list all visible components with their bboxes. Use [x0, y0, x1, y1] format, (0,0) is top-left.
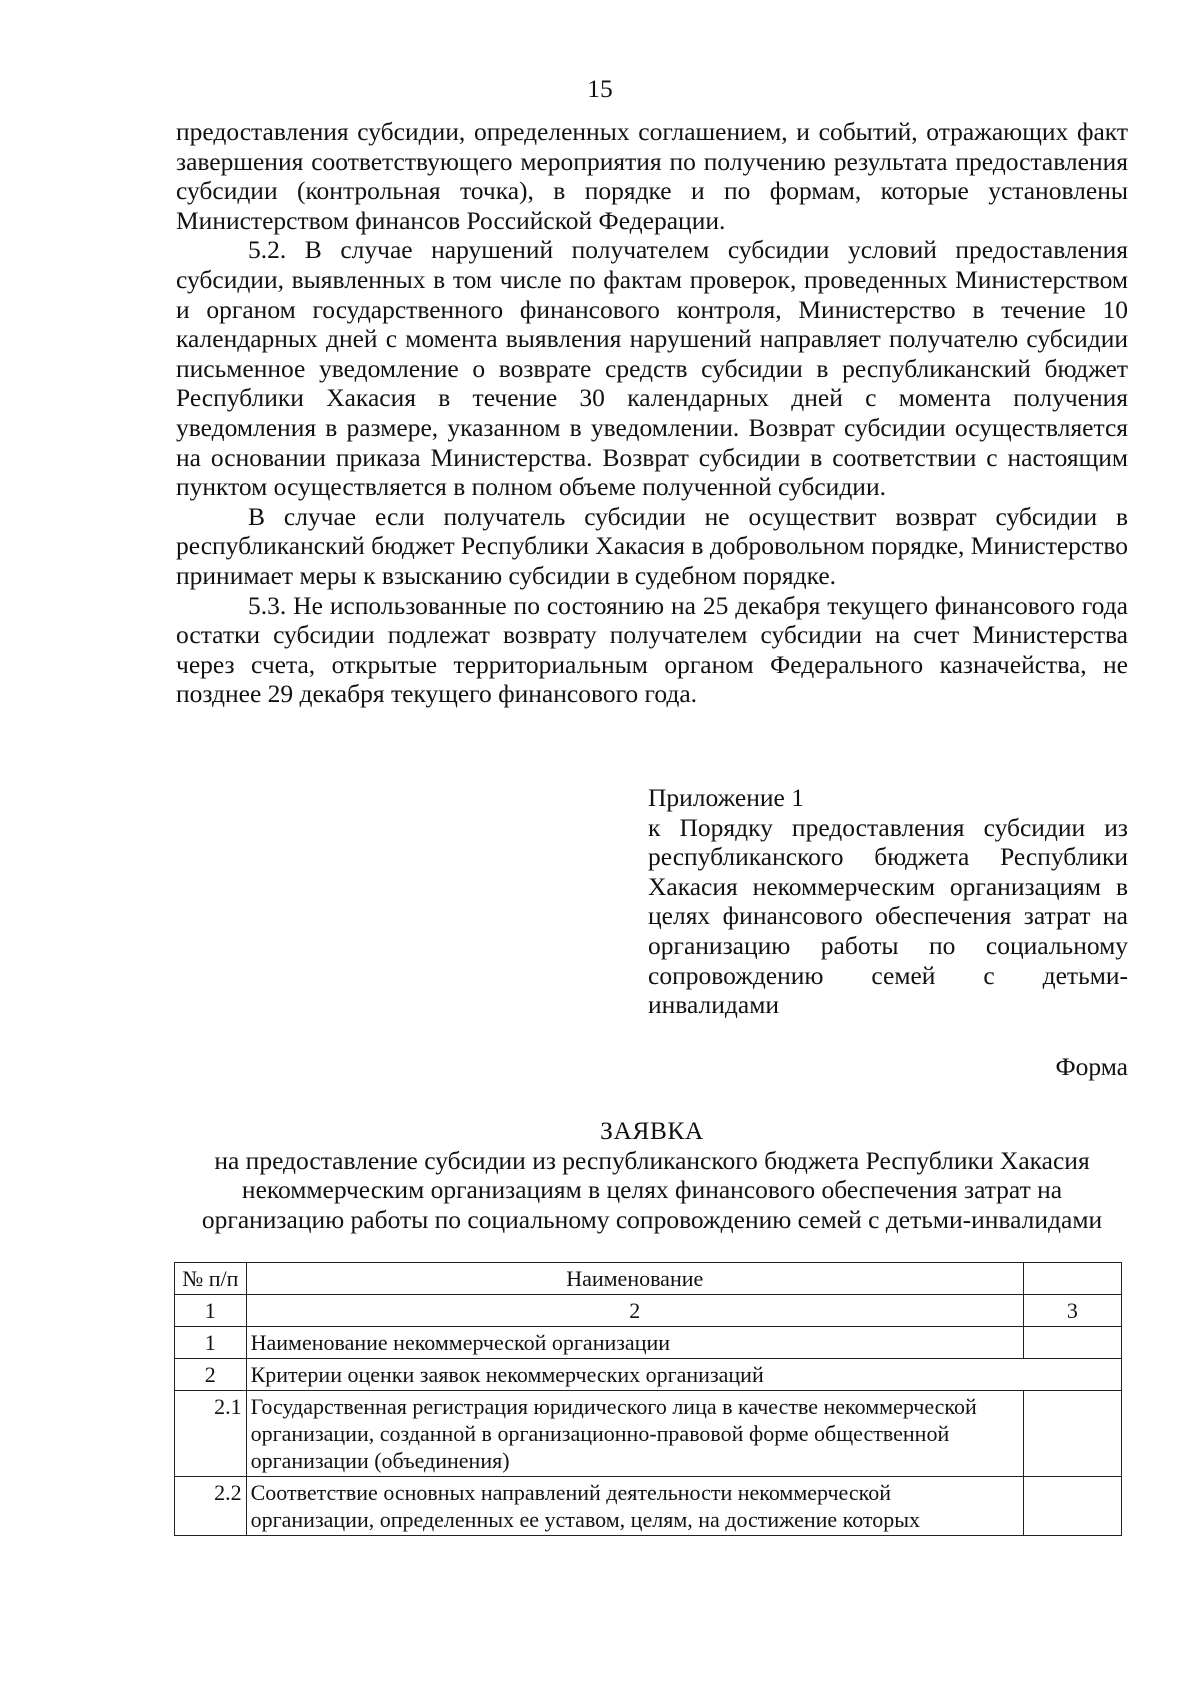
row-name: Критерии оценки заявок некоммерческих организаций	[246, 1359, 1121, 1391]
page-number: 15	[587, 74, 613, 103]
table-row	[175, 1327, 1122, 1359]
paragraph-5-2: 5.2. В случае нарушений получателем субсидии условий предоставления субсидии, выявленных в том числе по фактам проверок, проведенных Министерством и органом государственного финансового контроля, Министерство в течение 10 календарных дней с момента выявления нарушений направляет получателю субсидии письменное уведомление о возврате средств субсидии в республиканский бюджет Республики Хакасия в течение 30 календарных дней с момента получения уведомления в размере, указанном в уведомлении. Возврат субсидии осуществляется на основании приказа Министерства. Возврат субсидии в соответствии с настоящим пунктом осуществляется в полном объеме полученной субсидии.	[176, 235, 1128, 502]
application-title-block	[176, 1116, 1128, 1234]
row-name: Наименование некоммерческой организации	[246, 1327, 1023, 1359]
header-name: Наименование	[246, 1263, 1023, 1295]
table-row	[175, 1391, 1122, 1477]
header-num: № п/п	[175, 1263, 247, 1295]
row-num: 2.2	[175, 1477, 247, 1536]
index-name: 2	[246, 1295, 1023, 1327]
appendix-text: к Порядку предоставления субсидии из республиканского бюджета Республики Хакасия некоммерческим организациям в целях финансового обеспечения затрат на организацию работы по социальному сопровождению семей с детьми-инвалидами	[648, 812, 1128, 1020]
table-row	[175, 1359, 1122, 1391]
row-value-cell	[1023, 1477, 1121, 1536]
application-title: ЗАЯВКА	[600, 1116, 704, 1145]
header-value	[1023, 1263, 1121, 1295]
row-name: Государственная регистрация юридического лица в качестве некоммерческой организации, созданной в организационно-правовой форме общественной организации (объединения)	[246, 1391, 1023, 1477]
application-subtitle-line: организацию работы по социальному сопровождению семей с детьми-инвалидами	[201, 1204, 1103, 1234]
index-value: 3	[1023, 1295, 1121, 1327]
paragraph-refund: В случае если получатель субсидии не осуществит возврат субсидии в республиканский бюджет Республики Хакасия в добровольном порядке, Министерство принимает меры к взысканию субсидии в судебном порядке.	[176, 501, 1128, 590]
row-value-cell	[1023, 1327, 1121, 1359]
paragraph-continuation: предоставления субсидии, определенных соглашением, и событий, отражающих факт завершения соответствующего мероприятия по получению результата предоставления субсидии (контрольная точка), в порядке и по формам, которые установлены Министерством финансов Российской Федерации.	[176, 117, 1128, 235]
table-index-row	[175, 1295, 1122, 1327]
table-header-row	[175, 1263, 1122, 1295]
application-subtitle-line: на предоставление субсидии из республиканского бюджета Республики Хакасия	[214, 1145, 1090, 1175]
appendix-block	[648, 783, 1128, 1020]
index-num: 1	[175, 1295, 247, 1327]
table-row	[175, 1477, 1122, 1536]
application-subtitle-line: некоммерческим организациям в целях финансового обеспечения затрат на	[241, 1175, 1063, 1205]
row-value-cell	[1023, 1391, 1121, 1477]
appendix-title: Приложение 1	[648, 783, 804, 812]
row-num: 1	[175, 1327, 247, 1359]
row-num: 2	[175, 1359, 247, 1391]
body-text	[176, 117, 1128, 709]
paragraph-5-3: 5.3. Не использованные по состоянию на 25 декабря текущего финансового года остатки субсидии подлежат возврату получателем субсидии на счет Министерства через счета, открытые территориальным органом Федерального казначейства, не позднее 29 декабря текущего финансового года.	[176, 590, 1128, 709]
form-label: Форма	[1055, 1052, 1128, 1081]
row-num: 2.1	[175, 1391, 247, 1477]
application-table	[174, 1262, 1122, 1536]
row-name: Соответствие основных направлений деятельности некоммерческой организации, определенных ее уставом, целям, на достижение которых	[246, 1477, 1023, 1536]
